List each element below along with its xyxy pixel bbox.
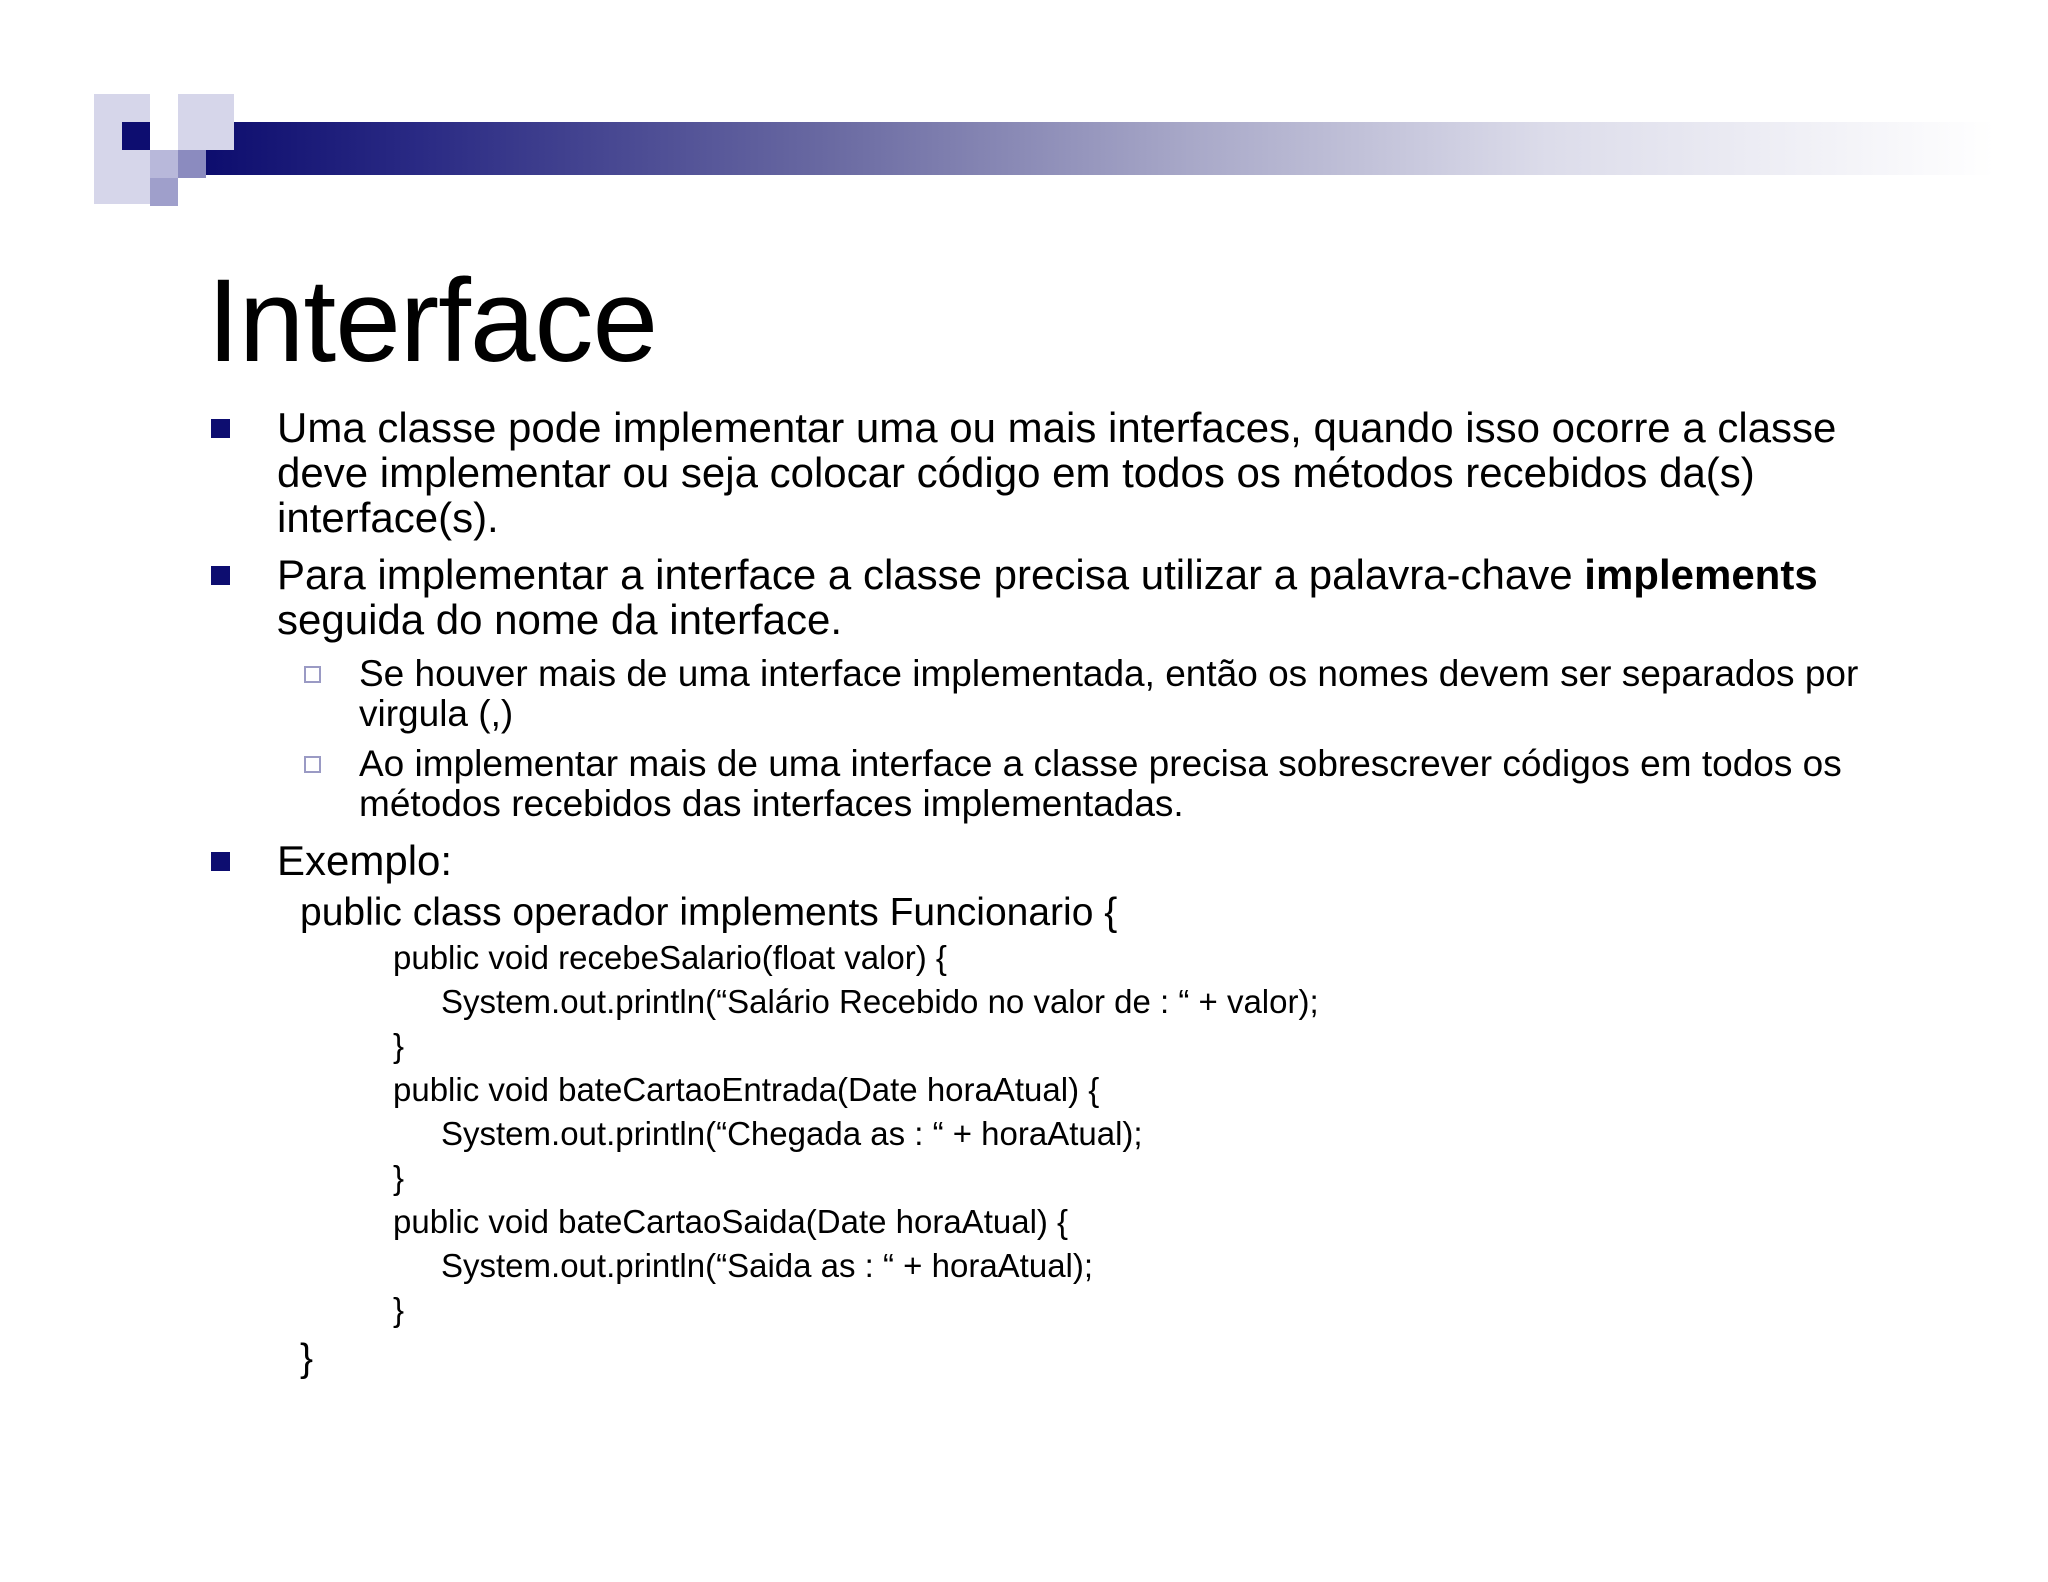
hollow-square-icon bbox=[304, 756, 321, 773]
header-square bbox=[122, 122, 150, 150]
keyword-implements: implements bbox=[1584, 551, 1818, 598]
code-line: System.out.println(“Chegada as : “ + horaAtual); bbox=[441, 1115, 1143, 1152]
sub-bullet-item bbox=[359, 744, 1889, 824]
sub-bullet-text: Se houver mais de uma interface implementada, então os nomes devem ser separados por virgula (,) bbox=[359, 653, 1859, 734]
hollow-square-icon bbox=[304, 666, 321, 683]
slide-title: Interface bbox=[207, 255, 658, 387]
code-line: } bbox=[393, 1027, 405, 1064]
code-line: System.out.println(“Saida as : “ + horaAtual); bbox=[441, 1247, 1094, 1284]
bullet-square-icon bbox=[211, 852, 230, 871]
bullet-text: seguida do nome da interface. bbox=[277, 596, 843, 643]
bullet-square-icon bbox=[211, 566, 230, 585]
sub-bullet-item bbox=[359, 654, 1889, 734]
bullet-square-icon bbox=[211, 419, 230, 438]
bullet-text: Para implementar a interface a classe precisa utilizar a palavra-chave bbox=[277, 551, 1573, 598]
bullet-item bbox=[277, 838, 1897, 883]
bullet-text: Uma classe pode implementar uma ou mais interfaces, quando isso ocorre a classe deve implementar ou seja colocar código em todos os métodos recebidos da(s) interface(s). bbox=[277, 404, 1837, 541]
header-square bbox=[178, 94, 234, 150]
bullet-item bbox=[277, 552, 1897, 642]
code-line: public void bateCartaoSaida(Date horaAtual) { bbox=[393, 1203, 1069, 1240]
sub-bullet-text: Ao implementar mais de uma interface a classe precisa sobrescrever códigos em todos os métodos recebidos das interfaces implementadas. bbox=[359, 743, 1842, 824]
code-line: public class operador implements Funcionario { bbox=[300, 891, 1118, 934]
bullet-text: Exemplo: bbox=[277, 837, 453, 884]
code-line: System.out.println(“Salário Recebido no valor de : “ + valor); bbox=[441, 983, 1319, 1020]
header-square bbox=[178, 150, 206, 178]
code-line: public void recebeSalario(float valor) { bbox=[393, 939, 947, 976]
header-square bbox=[150, 178, 178, 206]
code-line: } bbox=[393, 1291, 405, 1328]
bullet-item bbox=[277, 405, 1897, 540]
code-line: public void bateCartaoEntrada(Date horaAtual) { bbox=[393, 1071, 1100, 1108]
code-line: } bbox=[300, 1337, 314, 1380]
header-gradient-bar bbox=[205, 122, 1995, 175]
code-line: } bbox=[393, 1159, 405, 1196]
